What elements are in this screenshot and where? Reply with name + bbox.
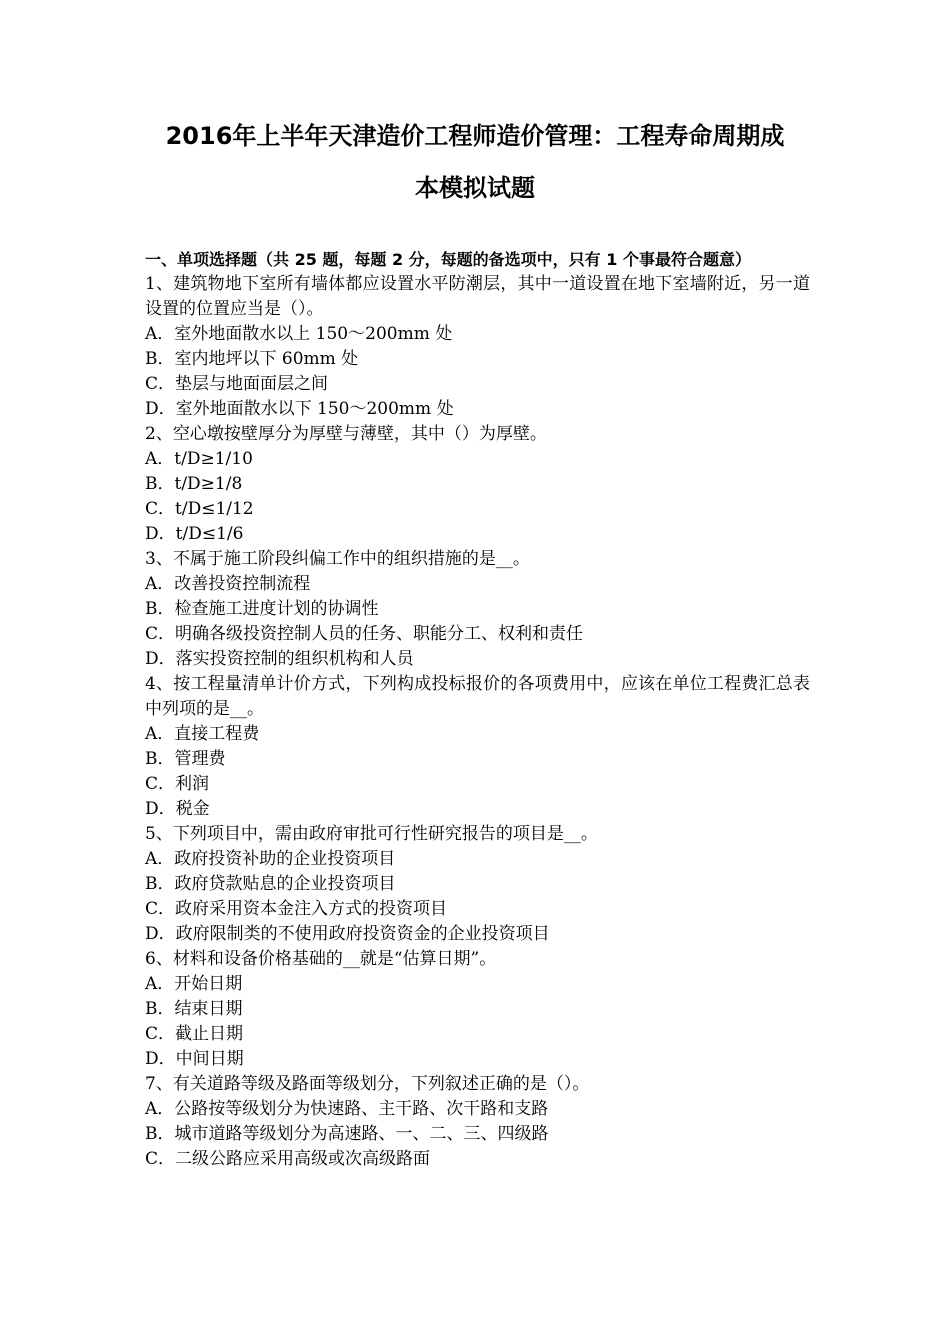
option-d: D．政府限制类的不使用政府投资资金的企业投资项目 (145, 924, 550, 944)
option-c: C．利润 (145, 774, 210, 794)
document-body (145, 247, 810, 1172)
option-b: B．结束日期 (145, 999, 243, 1019)
question-stem: 5、下列项目中，需由政府审批可行性研究报告的项目是__。 (145, 824, 598, 844)
document-title-line-2: 本模拟试题 (415, 174, 535, 202)
question-2 (145, 422, 810, 547)
option-d: D．t/D≤1/6 (145, 524, 244, 544)
option-a: A．政府投资补助的企业投资项目 (145, 849, 396, 869)
question-stem: 4、按工程量清单计价方式，下列构成投标报价的各项费用中，应该在单位工程费汇总表中列项的是__。 (145, 674, 810, 719)
question-stem: 2、空心墩按壁厚分为厚壁与薄壁，其中（）为厚壁。 (145, 424, 547, 444)
option-b: B．城市道路等级划分为高速路、一、二、三、四级路 (145, 1124, 549, 1144)
option-c: C．垫层与地面面层之间 (145, 374, 329, 394)
option-c: C．二级公路应采用高级或次高级路面 (145, 1149, 431, 1169)
question-1 (145, 272, 810, 422)
option-c: C．政府采用资本金注入方式的投资项目 (145, 899, 448, 919)
question-5 (145, 822, 810, 947)
document-title-line-1: 2016年上半年天津造价工程师造价管理：工程寿命周期成 (165, 122, 785, 150)
option-d: D．税金 (145, 799, 210, 819)
option-b: B．管理费 (145, 749, 226, 769)
question-stem: 6、材料和设备价格基础的__就是“估算日期”。 (145, 949, 497, 969)
option-a: A．直接工程费 (145, 724, 260, 744)
question-4 (145, 672, 810, 822)
option-a: A．t/D≥1/10 (145, 449, 253, 469)
option-d: D．落实投资控制的组织机构和人员 (145, 649, 414, 669)
option-c: C．明确各级投资控制人员的任务、职能分工、权利和责任 (145, 624, 584, 644)
question-stem: 7、有关道路等级及路面等级划分，下列叙述正确的是（）。 (145, 1074, 590, 1094)
option-a: A．公路按等级划分为快速路、主干路、次干路和支路 (145, 1099, 549, 1119)
option-c: C．截止日期 (145, 1024, 244, 1044)
question-6 (145, 947, 810, 1072)
option-d: D．室外地面散水以下 150～200mm 处 (145, 399, 454, 419)
section-heading: 一、单项选择题（共 25 题，每题 2 分，每题的备选项中，只有 1 个事最符合题意） (145, 250, 751, 269)
question-stem: 1、建筑物地下室所有墙体都应设置水平防潮层，其中一道设置在地下室墙附近，另一道设置的位置应当是（）。 (145, 274, 810, 319)
option-a: A．开始日期 (145, 974, 243, 994)
option-a: A．改善投资控制流程 (145, 574, 311, 594)
option-c: C．t/D≤1/12 (145, 499, 254, 519)
option-a: A．室外地面散水以上 150～200mm 处 (145, 324, 453, 344)
option-d: D．中间日期 (145, 1049, 244, 1069)
question-7 (145, 1072, 810, 1172)
question-stem: 3、不属于施工阶段纠偏工作中的组织措施的是__。 (145, 549, 530, 569)
question-3 (145, 547, 810, 672)
option-b: B．政府贷款贴息的企业投资项目 (145, 874, 396, 894)
option-b: B．室内地坪以下 60mm 处 (145, 349, 359, 369)
option-b: B．t/D≥1/8 (145, 474, 243, 494)
option-b: B．检查施工进度计划的协调性 (145, 599, 379, 619)
